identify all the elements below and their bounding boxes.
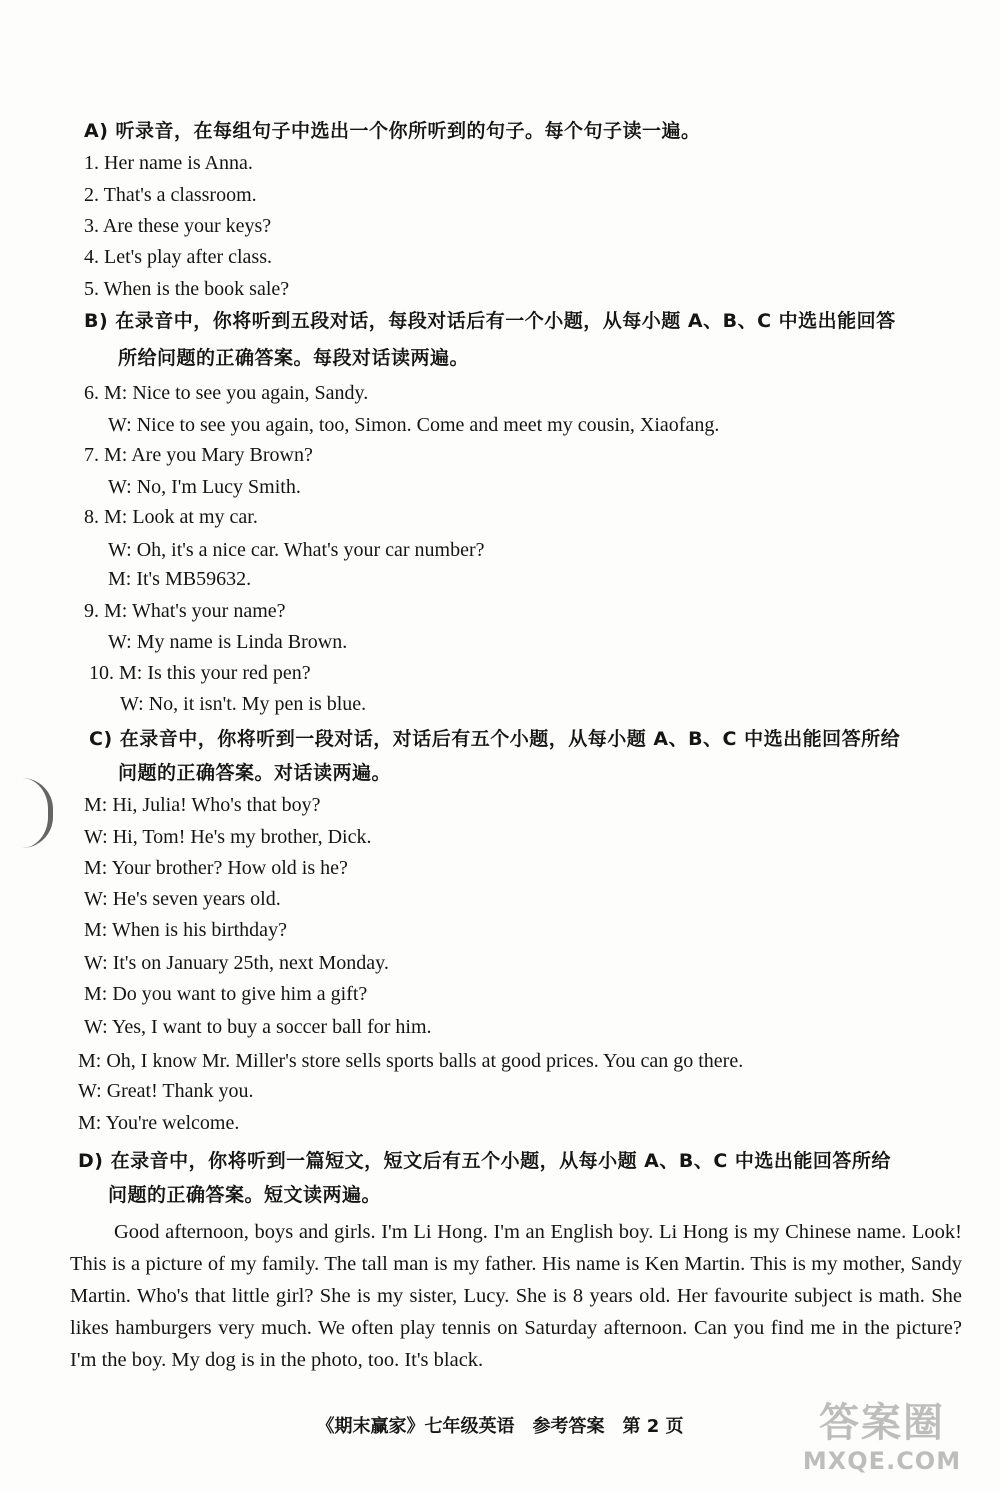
section-d-instruction-line2: 问题的正确答案。短文读两遍。 xyxy=(108,1184,382,1206)
dialogue-line: 7. M: Are you Mary Brown? xyxy=(84,444,313,466)
watermark xyxy=(782,1400,982,1486)
section-b-instruction-line2: 所给问题的正确答案。每段对话读两遍。 xyxy=(118,347,470,369)
dialogue-line: W: Oh, it's a nice car. What's your car number? xyxy=(108,539,485,561)
dialogue-line: W: No, it isn't. My pen is blue. xyxy=(120,693,367,715)
dialogue-line: M: You're welcome. xyxy=(78,1112,240,1134)
page-footer: 《期末赢家》七年级英语 参考答案 第 2 页 xyxy=(316,1416,684,1437)
dialogue-line: 8. M: Look at my car. xyxy=(84,506,258,528)
section-d-instruction-line1: D) 在录音中，你将听到一篇短文，短文后有五个小题，从每小题 A、B、C 中选出能回答所给 xyxy=(78,1150,891,1172)
dialogue-line: M: Oh, I know Mr. Miller's store sells sports balls at good prices. You can go there. xyxy=(78,1050,744,1072)
section-a-item: 4. Let's play after class. xyxy=(84,246,272,268)
dialogue-line: 6. M: Nice to see you again, Sandy. xyxy=(84,382,369,404)
dialogue-line: 9. M: What's your name? xyxy=(84,600,286,622)
section-a-item: 3. Are these your keys? xyxy=(84,215,272,237)
section-a-item: 2. That's a classroom. xyxy=(84,184,257,206)
dialogue-line: M: Do you want to give him a gift? xyxy=(84,983,368,1005)
dialogue-line: M: When is his birthday? xyxy=(84,919,287,941)
section-c-instruction-line1: C) 在录音中，你将听到一段对话，对话后有五个小题，从每小题 A、B、C 中选出能回答所给 xyxy=(89,728,901,750)
watermark-url: MXQE.COM xyxy=(802,1447,962,1475)
dialogue-line: W: My name is Linda Brown. xyxy=(108,631,348,653)
section-c-instruction-line2: 问题的正确答案。对话读两遍。 xyxy=(118,762,392,784)
section-a-item: 5. When is the book sale? xyxy=(84,278,290,300)
dialogue-line: M: Hi, Julia! Who's that boy? xyxy=(84,794,321,816)
section-a-item: 1. Her name is Anna. xyxy=(84,152,253,174)
dialogue-line: W: Great! Thank you. xyxy=(78,1080,254,1102)
dialogue-line: W: It's on January 25th, next Monday. xyxy=(84,952,389,974)
dialogue-line: W: Yes, I want to buy a soccer ball for him. xyxy=(84,1016,432,1038)
section-b-instruction-line1: B) 在录音中，你将听到五段对话，每段对话后有一个小题，从每小题 A、B、C 中选出能回答 xyxy=(84,310,896,332)
section-d-passage xyxy=(70,1216,962,1376)
dialogue-line: W: No, I'm Lucy Smith. xyxy=(108,476,301,498)
dialogue-line: W: Hi, Tom! He's my brother, Dick. xyxy=(84,826,372,848)
dialogue-line: W: Nice to see you again, too, Simon. Come and meet my cousin, Xiaofang. xyxy=(108,414,720,436)
watermark-logo: 答案圈 xyxy=(819,1400,945,1446)
dialogue-line: 10. M: Is this your red pen? xyxy=(89,662,311,684)
section-a-instruction: A) 听录音，在每组句子中选出一个你所听到的句子。每个句子读一遍。 xyxy=(84,120,701,142)
passage-text: Good afternoon, boys and girls. I'm Li Hong. I'm an English boy. Li Hong is my Chinese name. Look! This is a picture of my family. The tall man is my father. His name is Ken Martin. This is my mother, Sandy Martin. Who's that little girl? She is my sister, Lucy. She is 8 years old. Her favourite subject is math. She likes hamburgers very much. We often play tennis on Saturday afternoon. Can you find me in the picture? I'm the boy. My dog is in the photo, too. It's black. xyxy=(70,1221,962,1371)
dialogue-line: M: Your brother? How old is he? xyxy=(84,857,348,879)
dialogue-line: W: He's seven years old. xyxy=(84,888,281,910)
scan-edge-mark xyxy=(22,778,53,848)
dialogue-line: M: It's MB59632. xyxy=(108,568,252,590)
